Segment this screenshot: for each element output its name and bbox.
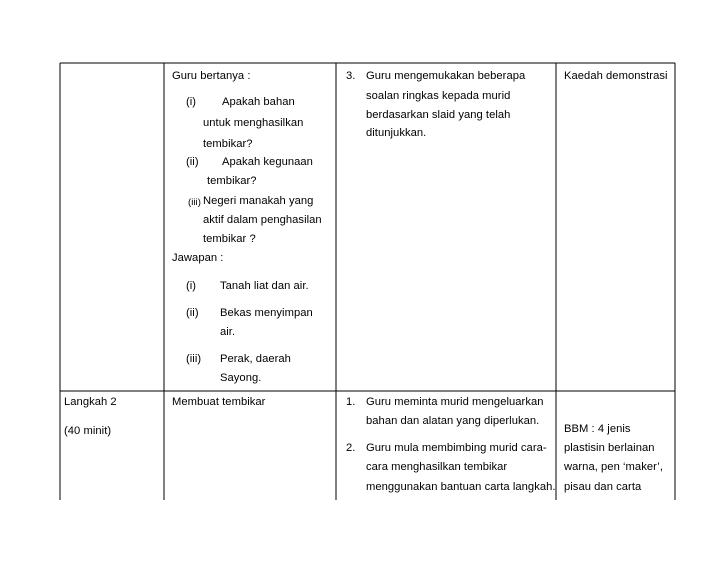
step-duration: (40 minit) <box>64 425 112 437</box>
question-2-line-2: tembikar? <box>207 175 257 187</box>
question-3-line-1: Negeri manakah yang <box>203 195 314 207</box>
step-3-line-2: soalan ringkas kepada murid <box>366 90 511 102</box>
step-label: Langkah 2 <box>64 396 117 408</box>
step-3-line-4: ditunjukkan. <box>366 127 427 139</box>
question-2-number: (ii) <box>186 156 199 168</box>
step-1-line-2: bahan dan alatan yang diperlukan. <box>366 415 540 427</box>
question-2-line-1: Apakah kegunaan <box>222 156 313 168</box>
answer-2-line-2: air. <box>220 326 236 338</box>
question-1-number: (i) <box>186 96 197 108</box>
step-3-number: 3. <box>346 70 356 82</box>
question-3-line-3: tembikar ? <box>203 233 256 245</box>
question-1-line-3: tembikar? <box>203 138 253 150</box>
bbm-line-2: plastisin berlainan <box>564 442 655 454</box>
step-2-number: 2. <box>346 442 356 454</box>
answers-label: Jawapan : <box>172 252 224 264</box>
answer-1-line-1: Tanah liat dan air. <box>220 280 309 292</box>
step-2-line-2: cara menghasilkan tembikar <box>366 461 508 473</box>
step-3-line-3: berdasarkan slaid yang telah <box>366 109 511 121</box>
question-3-line-2: aktif dalam penghasilan <box>203 214 322 226</box>
question-1-line-1: Apakah bahan <box>222 96 295 108</box>
step-2-line-1: Guru mula membimbing murid cara- <box>366 442 547 454</box>
answer-2-line-1: Bekas menyimpan <box>220 307 313 319</box>
answer-3-number: (iii) <box>186 353 202 365</box>
bbm-line-1: BBM : 4 jenis <box>564 423 631 435</box>
method-text: Kaedah demonstrasi <box>564 70 668 82</box>
answer-3-line-2: Sayong. <box>220 372 262 384</box>
content-title: Membuat tembikar <box>172 396 266 408</box>
bbm-line-4: pisau dan carta <box>564 481 642 493</box>
step-2-line-3: menggunakan bantuan carta langkah. <box>366 481 556 493</box>
step-1-number: 1. <box>346 396 356 408</box>
question-intro: Guru bertanya : <box>172 70 251 82</box>
question-1-line-2: untuk menghasilkan <box>203 117 304 129</box>
step-3-line-1: Guru mengemukakan beberapa <box>366 70 526 82</box>
step-1-line-1: Guru meminta murid mengeluarkan <box>366 396 544 408</box>
answer-3-line-1: Perak, daerah <box>220 353 291 365</box>
question-3-number: (iii) <box>188 197 201 208</box>
answer-1-number: (i) <box>186 280 197 292</box>
answer-2-number: (ii) <box>186 307 199 319</box>
bbm-line-3: warna, pen ‘maker’, <box>564 461 663 473</box>
